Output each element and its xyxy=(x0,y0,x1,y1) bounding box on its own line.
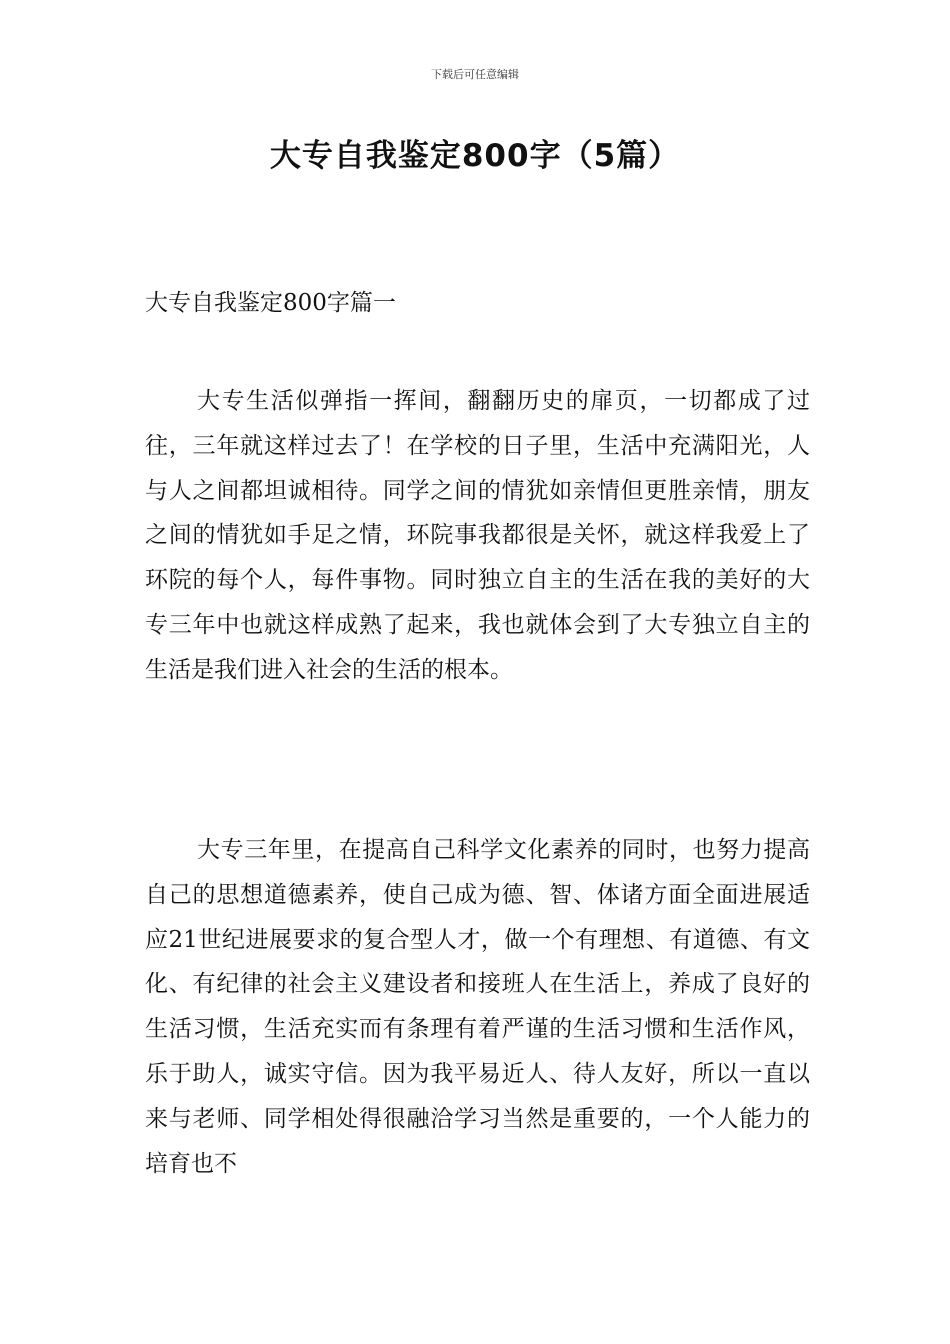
document-title: 大专自我鉴定800字（5篇） xyxy=(269,138,681,174)
paragraph: 大专三年里，在提高自己科学文化素养的同时，也努力提高自己的思想道德素养，使自己成为德、智、体诸方面全面进展适应21世纪进展要求的复合型人才，做一个有理想、有道德、有文化、有纪律的社会主义建设者和接班人在生活上，养成了良好的生活习惯，生活充实而有条理有着严谨的生活习惯和生活作风，乐于助人，诚实守信。因为我平易近人、待人友好，所以一直以来与老师、同学相处得很融洽学习当然是重要的，一个人能力的培育也不 xyxy=(145,837,810,1177)
header-note: 下载后可任意编辑 xyxy=(431,68,519,81)
paragraph: 大专生活似弹指一挥间，翻翻历史的扉页，一切都成了过往，三年就这样过去了！在学校的日子里，生活中充满阳光，人与人之间都坦诚相待。同学之间的情犹如亲情但更胜亲情，朋友之间的情犹如手足之情，环院事我都很是关怀，就这样我爱上了环院的每个人，每件事物。同时独立自主的生活在我的美好的大专三年中也就这样成熟了起来，我也就体会到了大专独立自主的生活是我们进入社会的生活的根本。 xyxy=(145,388,810,683)
section-heading: 大专自我鉴定800字篇一 xyxy=(145,290,396,316)
